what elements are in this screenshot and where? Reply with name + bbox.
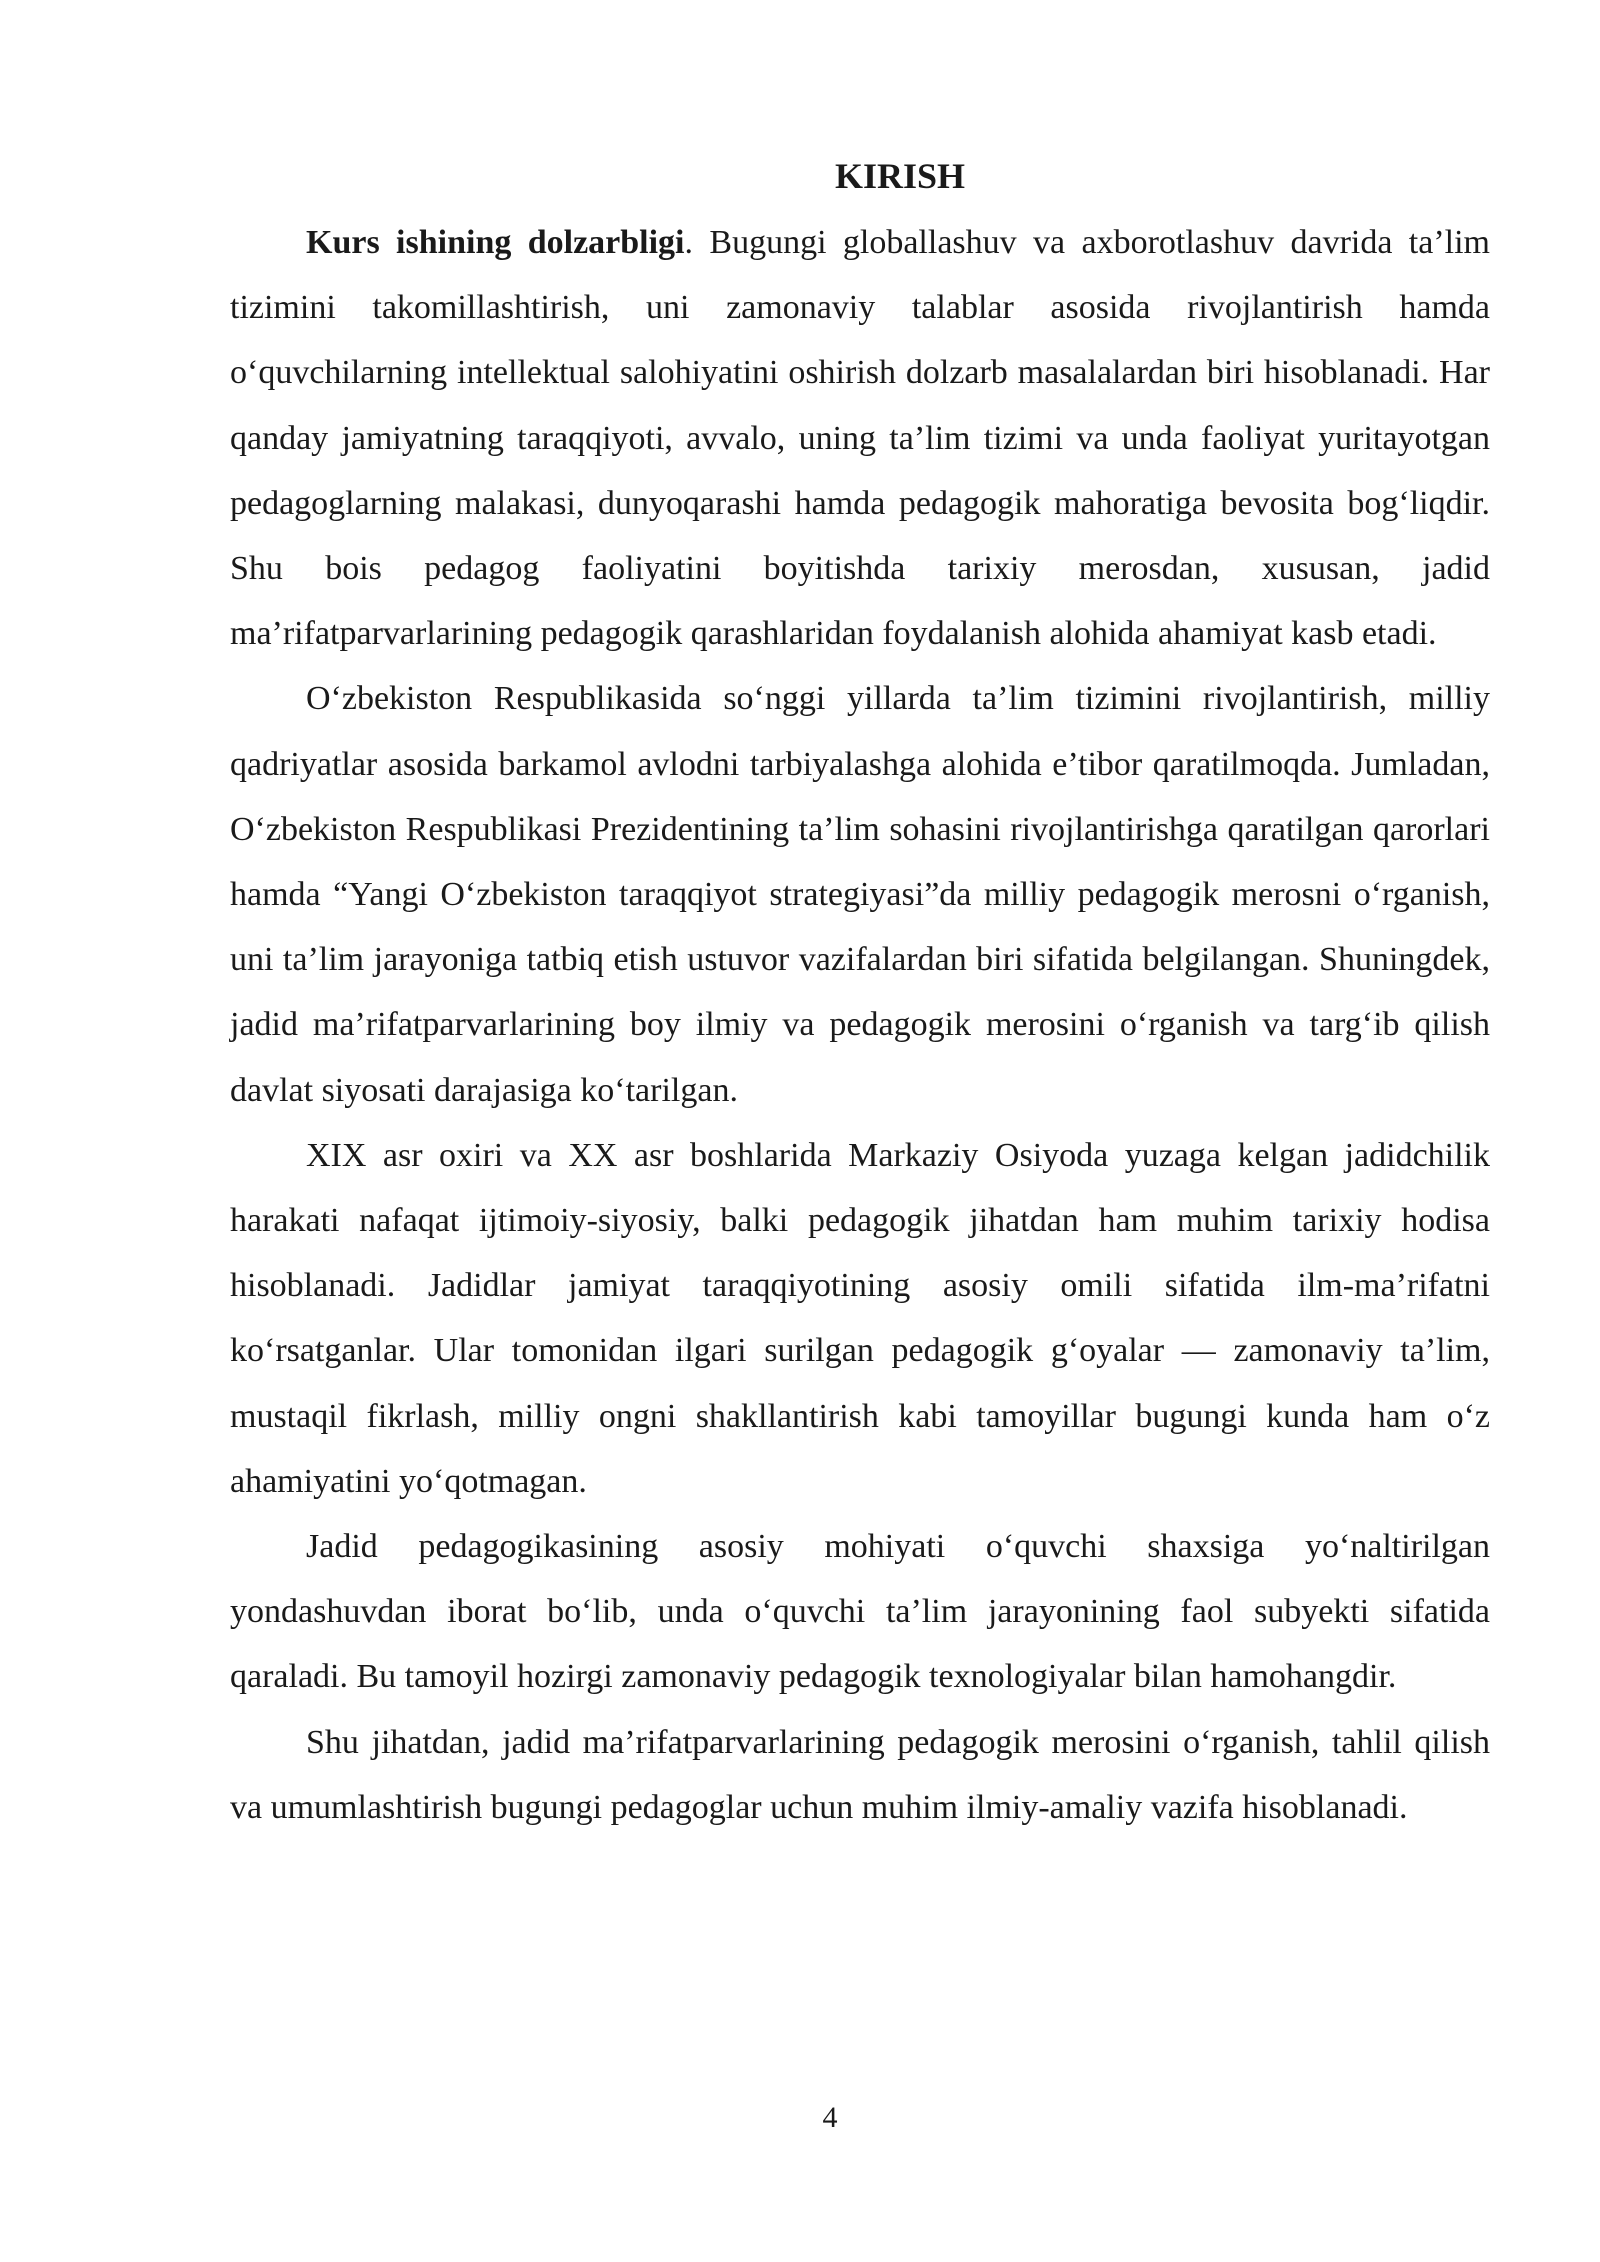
paragraph: XIX asr oxiri va XX asr boshlarida Markaziy Osiyoda yuzaga kelgan jadidchilik harakati nafaqat ijtimoiy-siyosiy, balki pedagogik jihatdan ham muhim tarixiy hodisa hisoblanadi. Jadidlar jamiyat taraqqiyotining asosiy omili sifatida ilm-ma’rifatni ko‘rsatganlar. Ular tomonidan ilgari surilgan pedagogik g‘oyalar — zamonaviy ta’lim, mustaqil fikrlash, milliy ongni shakllantirish kabi tamoyillar bugungi kunda ham o‘z ahamiyatini yo‘qotmagan. <box>230 1136 1490 1500</box>
page-number: 4 <box>822 2101 838 2134</box>
paragraph-lead: Kurs ishining dolzarbligi <box>306 224 685 261</box>
paragraph-text: . Bugungi globallashuv va axborotlashuv davrida ta’lim tizimini takomillashtirish, uni zamonaviy talablar asosida rivojlantirish hamda o‘quvchilarning intellektual salohiyatini oshirish dolzarb masalalardan biri hisoblanadi. Har qanday jamiyatning taraqqiyoti, avvalo, uning ta’lim tizimi va unda faoliyat yuritayotgan pedagoglarning malakasi, dunyoqarashi hamda pedagogik mahoratiga bevosita bog‘liqdir. Shu bois pedagog faoliyatini boyitishda tarixiy merosdan, xususan, jadid ma’rifatparvarlarining pedagogik qarashlaridan foydalanish alohida ahamiyat kasb etadi. <box>230 224 1490 653</box>
body-text <box>230 210 1490 1840</box>
paragraph: Shu jihatdan, jadid ma’rifatparvarlarining pedagogik merosini o‘rganish, tahlil qilish va umumlashtirish bugungi pedagoglar uchun muhim ilmiy-amaliy vazifa hisoblanadi. <box>230 1723 1490 1826</box>
paragraph: Jadid pedagogikasining asosiy mohiyati o‘quvchi shaxsiga yo‘naltirilgan yondashuvdan iborat bo‘lib, unda o‘quvchi ta’lim jarayonining faol subyekti sifatida qaraladi. Bu tamoyil hozirgi zamonaviy pedagogik texnologiyalar bilan hamohangdir. <box>230 1528 1490 1696</box>
paragraph-relevance <box>230 210 1490 666</box>
paragraph: O‘zbekiston Respublikasida so‘nggi yillarda ta’lim tizimini rivojlantirish, milliy qadriyatlar asosida barkamol avlodni tarbiyalashga alohida e’tibor qaratilmoqda. Jumladan, O‘zbekiston Respublikasi Prezidentining ta’lim sohasini rivojlantirishga qaratilgan qarorlari hamda “Yangi O‘zbekiston taraqqiyot strategiyasi”da milliy pedagogik merosni o‘rganish, uni ta’lim jarayoniga tatbiq etish ustuvor vazifalardan biri sifatida belgilangan. Shuningdek, jadid ma’rifatparvarlarining boy ilmiy va pedagogik merosini o‘rganish va targ‘ib qilish davlat siyosati darajasiga ko‘tarilgan. <box>230 680 1490 1109</box>
section-heading: KIRISH <box>834 156 966 196</box>
